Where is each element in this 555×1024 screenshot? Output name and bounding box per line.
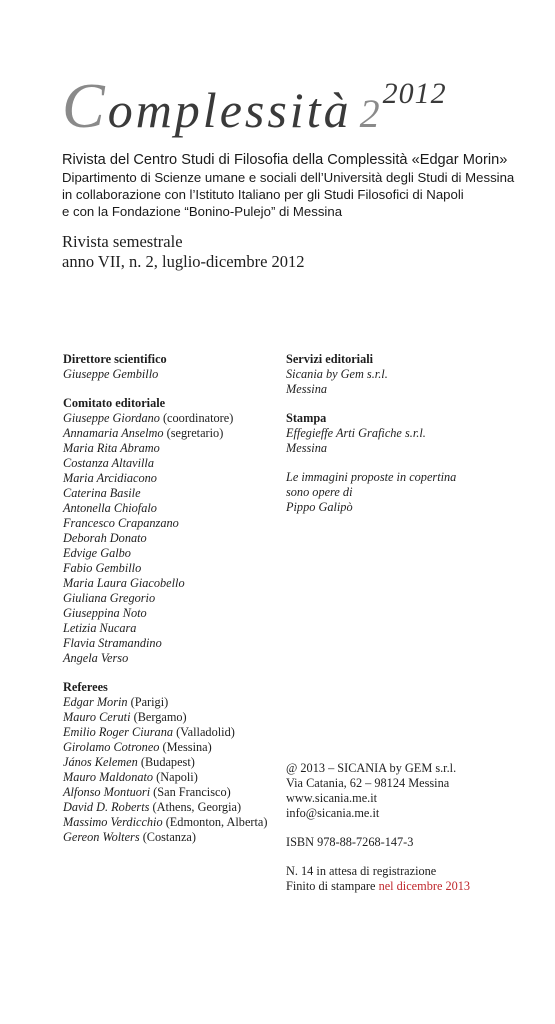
referee-place: (Napoli) — [153, 770, 198, 784]
comitato-member — [63, 636, 293, 651]
servizi-line-1: Sicania by Gem s.r.l. — [286, 367, 388, 381]
journal-title — [62, 70, 447, 141]
website-link[interactable]: www.sicania.me.it — [286, 791, 378, 805]
comitato-member — [63, 546, 293, 561]
referee-place: (San Francisco) — [150, 785, 231, 799]
referee — [63, 815, 293, 830]
stampa-heading: Stampa — [286, 411, 327, 425]
subtitle-line-4: e con la Fondazione “Bonino-Pulejo” di Messina — [62, 204, 343, 219]
frequency-line-1: Rivista semestrale — [62, 232, 183, 251]
publication-frequency — [62, 232, 305, 272]
isbn-line: ISBN 978-88-7268-147-3 — [286, 835, 414, 849]
masthead-right-column — [286, 352, 546, 515]
servizi-line-2: Messina — [286, 382, 327, 396]
address-line: Via Catania, 62 – 98124 Messina — [286, 776, 450, 790]
immagini-line-1: Le immagini proposte in copertina — [286, 470, 457, 484]
printed-prefix: Finito di stampare — [286, 879, 379, 893]
comitato-member-role: (segretario) — [163, 426, 224, 440]
comitato-member-name: Francesco Crapanzano — [63, 516, 179, 530]
referee — [63, 830, 293, 845]
comitato-member-name: Deborah Donato — [63, 531, 147, 545]
comitato-member — [63, 531, 293, 546]
comitato-member — [63, 621, 293, 636]
title-initial: C — [62, 70, 108, 141]
comitato-member — [63, 576, 293, 591]
comitato-member-name: Letizia Nucara — [63, 621, 137, 635]
comitato-list — [63, 411, 293, 666]
comitato-member — [63, 456, 293, 471]
referee-name: Alfonso Montuori — [63, 785, 151, 799]
subtitle-line-3: in collaborazione con l’Istituto Italiano per gli Studi Filosofici di Napoli — [62, 187, 464, 202]
comitato-member-name: Antonella Chiofalo — [63, 501, 157, 515]
title-rest: omplessità — [107, 82, 352, 138]
copyright-line: @ 2013 – SICANIA by GEM s.r.l. — [286, 761, 457, 775]
immagini-line-3: Pippo Galipò — [286, 500, 353, 514]
referee — [63, 770, 293, 785]
comitato-member-name: Angela Verso — [63, 651, 129, 665]
referee — [63, 710, 293, 725]
referee-name: David D. Roberts — [63, 800, 150, 814]
comitato-heading: Comitato editoriale — [63, 396, 166, 410]
email-link[interactable]: info@sicania.me.it — [286, 806, 380, 820]
referee-place: (Budapest) — [137, 755, 195, 769]
referee-name: Mauro Ceruti — [63, 710, 131, 724]
referee — [63, 800, 293, 815]
comitato-member — [63, 591, 293, 606]
comitato-member-role: (coordinatore) — [159, 411, 234, 425]
comitato-member-name: Giuseppe Giordano — [63, 411, 160, 425]
referee-place: (Valladolid) — [173, 725, 235, 739]
printed-date: nel dicembre 2013 — [378, 879, 471, 893]
journal-subtitle — [62, 152, 542, 220]
direttore-name: Giuseppe Gembillo — [63, 367, 159, 381]
comitato-member-name: Fabio Gembillo — [63, 561, 142, 575]
stampa-line-2: Messina — [286, 441, 327, 455]
referee-place: (Bergamo) — [130, 710, 187, 724]
direttore-heading: Direttore scientifico — [63, 352, 167, 366]
issue-year: 2012 — [382, 77, 447, 110]
comitato-member — [63, 426, 293, 441]
frequency-line-2: anno VII, n. 2, luglio-dicembre 2012 — [62, 252, 305, 271]
comitato-member — [63, 471, 293, 486]
immagini-line-2: sono opere di — [286, 485, 353, 499]
referee-place: (Parigi) — [127, 695, 169, 709]
comitato-member — [63, 411, 293, 426]
comitato-member-name: Caterina Basile — [63, 486, 141, 500]
referee-place: (Messina) — [159, 740, 212, 754]
referee-name: Mauro Maldonato — [63, 770, 154, 784]
comitato-member-name: Annamaria Anselmo — [63, 426, 164, 440]
referee-name: János Kelemen — [63, 755, 138, 769]
comitato-member — [63, 561, 293, 576]
referee-place: (Edmonton, Alberta) — [162, 815, 268, 829]
referee — [63, 695, 293, 710]
registration-line: N. 14 in attesa di registrazione — [286, 864, 437, 878]
comitato-member-name: Edvige Galbo — [63, 546, 131, 560]
comitato-member-name: Costanza Altavilla — [63, 456, 154, 470]
comitato-member-name: Giuseppina Noto — [63, 606, 147, 620]
comitato-member — [63, 651, 293, 666]
printed-line — [286, 879, 546, 894]
comitato-member — [63, 486, 293, 501]
referee-place: (Costanza) — [139, 830, 196, 844]
referee-name: Gereon Wolters — [63, 830, 140, 844]
comitato-member — [63, 501, 293, 516]
comitato-member-name: Flavia Stramandino — [63, 636, 162, 650]
comitato-member — [63, 441, 293, 456]
comitato-member-name: Maria Laura Giacobello — [63, 576, 185, 590]
comitato-member — [63, 516, 293, 531]
comitato-member — [63, 606, 293, 621]
referees-list — [63, 695, 293, 845]
referee-name: Massimo Verdicchio — [63, 815, 163, 829]
referee-name: Girolamo Cotroneo — [63, 740, 160, 754]
comitato-member-name: Maria Rita Abramo — [63, 441, 160, 455]
comitato-member-name: Giuliana Gregorio — [63, 591, 156, 605]
masthead-left-column — [63, 352, 293, 845]
servizi-heading: Servizi editoriali — [286, 352, 374, 366]
referee-name: Edgar Morin — [63, 695, 128, 709]
referee — [63, 740, 293, 755]
publisher-info — [286, 761, 546, 894]
referee-place: (Athens, Georgia) — [149, 800, 242, 814]
stampa-line-1: Effegieffe Arti Grafiche s.r.l. — [286, 426, 426, 440]
referee — [63, 785, 293, 800]
issue-number: 2 — [359, 91, 383, 136]
referee — [63, 755, 293, 770]
referees-heading: Referees — [63, 680, 108, 694]
subtitle-line-1: Rivista del Centro Studi di Filosofia della Complessità «Edgar Morin» — [62, 152, 508, 168]
referee-name: Emilio Roger Ciurana — [63, 725, 173, 739]
subtitle-line-2: Dipartimento di Scienze umane e sociali dell’Università degli Studi di Messina — [62, 170, 515, 185]
referee — [63, 725, 293, 740]
comitato-member-name: Maria Arcidiacono — [63, 471, 157, 485]
